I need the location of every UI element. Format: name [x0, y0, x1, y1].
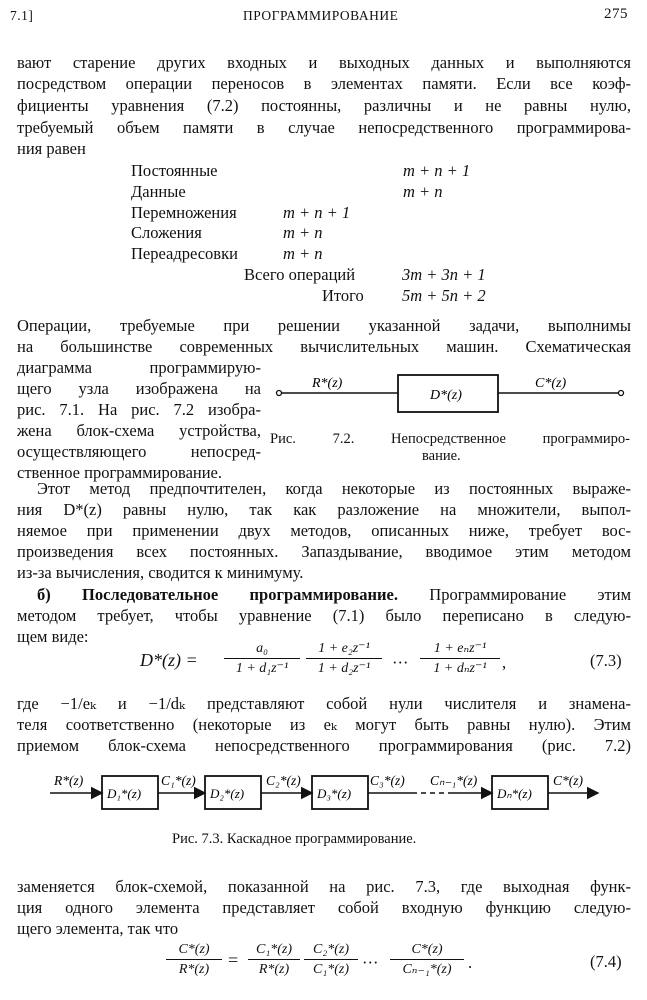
- fig73-input-label: R*(z): [54, 773, 84, 788]
- eq73-tail: ,: [502, 653, 507, 672]
- eq74-f3-num: C*(z): [390, 941, 464, 960]
- row-label: Данные: [131, 182, 186, 201]
- para3-line: ния D*(z) равны нулю, так как разложение на множители, выпол-: [17, 500, 631, 519]
- section-b-line: щем виде:: [17, 627, 89, 646]
- fig73-output-label: C*(z): [553, 773, 583, 788]
- eq74-l-den: R*(z): [178, 962, 210, 977]
- section-b-rest: Программирование этим: [429, 585, 632, 604]
- eq73-f3-den: 1 + dₙz⁻¹: [433, 661, 487, 676]
- eq74-eq: =: [228, 950, 239, 970]
- para2-line: Операции, требуемые при решении указанной задачи, выполнимы: [17, 316, 631, 335]
- output-terminal: [619, 391, 624, 396]
- page-number: 275: [604, 6, 628, 22]
- eq73-lhs: D*(z) =: [140, 650, 198, 670]
- running-title: ПРОГРАММИРОВАНИЕ: [243, 8, 399, 23]
- input-terminal: [277, 391, 282, 396]
- para5-line: ция одного элемента представляет собой входную функцию следую-: [17, 898, 631, 917]
- fig73-signal-label: C₃*(z): [370, 773, 405, 788]
- para5-line: щего элемента, так что: [17, 919, 179, 938]
- section-b-heading: б) Последовательное программирование.: [37, 585, 398, 604]
- eq73-number: (7.3): [590, 651, 622, 670]
- eq73-f1-den: 1 + d₁z⁻¹: [235, 661, 289, 676]
- para1-line: фициенты уравнения (7.2) постоянны, различны и не равны нулю,: [17, 96, 631, 115]
- para2-line: диаграмма программирую-: [17, 358, 261, 377]
- para3-line: няемое при применении двух методов, описанных ниже, требует вос-: [17, 521, 631, 540]
- para2-line: на большинстве современных вычислительных машин. Схематическая: [17, 337, 631, 356]
- figure-7-2: [270, 365, 635, 425]
- fig72-caption: вание.: [422, 448, 461, 464]
- fig72-caption: Рис. 7.2. Непосредственное программиро-: [270, 431, 630, 447]
- output-label: C*(z): [535, 376, 567, 391]
- row-value: m + n + 1: [283, 203, 351, 222]
- eq74-number: (7.4): [590, 952, 622, 971]
- eq73-f1-num: a₀: [224, 640, 300, 659]
- eq73-f2-num: 1 + e₂z⁻¹: [306, 640, 382, 659]
- para4-line: где −1/eₖ и −1/dₖ представляют собой нули числителя и знамена-: [17, 694, 631, 713]
- row-value: m + n: [403, 182, 443, 201]
- eq73-dots: ···: [392, 653, 409, 672]
- section-ref: 7.1]: [10, 8, 34, 23]
- eq74-dots: ···: [362, 953, 379, 972]
- eq73-f3-num: 1 + eₙz⁻¹: [420, 640, 500, 659]
- fig73-block-label: D₃*(z): [317, 786, 352, 801]
- row-label: Постоянные: [131, 161, 218, 180]
- fig73-signal-label: C₂*(z): [266, 773, 301, 788]
- para4-line: приемом блок-схема непосредственного программирования (рис. 7.2): [17, 736, 631, 755]
- para3-line: произведения всех постоянных. Запаздывание, вводимое этим методом: [17, 542, 631, 561]
- para2-line: рис. 7.1. На рис. 7.2 изобра-: [17, 400, 261, 419]
- para2-line: ственное программирование.: [17, 463, 223, 482]
- row-value: m + n: [283, 223, 323, 242]
- total-value: 5m + 5n + 2: [402, 286, 486, 305]
- row-label: Перемножения: [131, 203, 237, 222]
- eq74-f2-den: C₁*(z): [313, 962, 349, 977]
- para2-line: жена блок-схема устройства,: [17, 421, 261, 440]
- para3-line: из-за вычисления, сводится к минимуму.: [17, 563, 304, 582]
- input-label: R*(z): [312, 376, 343, 391]
- para5-line: заменяется блок-схемой, показанной на рис. 7.3, где выходная функ-: [17, 877, 631, 896]
- para1-line: ния равен: [17, 139, 86, 158]
- total-ops-value: 3m + 3n + 1: [402, 265, 486, 284]
- total-ops-label: Всего операций: [244, 265, 356, 284]
- para2-line: щего узла изображена на: [17, 379, 261, 398]
- row-label: Сложения: [131, 223, 202, 242]
- para1-line: требуемый объем памяти в случае непосредственного программирова-: [17, 118, 631, 137]
- total-label: Итого: [322, 286, 364, 305]
- eq74-f2-num: C₂*(z): [304, 941, 358, 960]
- para1-line: посредством операции переносов в элементах памяти. Если все коэф-: [17, 74, 631, 93]
- fig73-block-label: D₂*(z): [210, 786, 245, 801]
- fig73-block-label: D₁*(z): [107, 786, 142, 801]
- row-label: Переадресовки: [131, 244, 238, 263]
- eq74-tail: .: [468, 953, 473, 972]
- eq74-f1-den: R*(z): [258, 962, 290, 977]
- section-b-line: [37, 584, 631, 605]
- eq74-l-num: C*(z): [166, 941, 222, 960]
- section-b-line: методом требует, чтобы уравнение (7.1) было переписано в следую-: [17, 606, 631, 625]
- row-value: m + n + 1: [403, 161, 471, 180]
- fig73-signal-label: Cₙ₋₁*(z): [430, 773, 478, 788]
- block-label: D*(z): [430, 388, 462, 403]
- eq74-f1-num: C₁*(z): [248, 941, 300, 960]
- fig73-block-label: Dₙ*(z): [497, 786, 532, 801]
- para4-line: теля соответственно (некоторые из eₖ могут быть равны нулю). Этим: [17, 715, 631, 734]
- eq73-f2-den: 1 + d₂z⁻¹: [317, 661, 371, 676]
- fig73-signal-label: C₁*(z): [161, 773, 196, 788]
- figure-7-3: [40, 766, 610, 821]
- row-value: m + n: [283, 244, 323, 263]
- para1-line: вают старение других входных и выходных данных и выполняются: [17, 53, 631, 72]
- fig73-caption: Рис. 7.3. Каскадное программирование.: [172, 831, 417, 847]
- para2-line: осуществляющего непосред-: [17, 442, 261, 461]
- eq74-f3-den: Cₙ₋₁*(z): [402, 962, 452, 977]
- para3-line: Этот метод предпочтителен, когда некоторые из постоянных выраже-: [37, 479, 631, 498]
